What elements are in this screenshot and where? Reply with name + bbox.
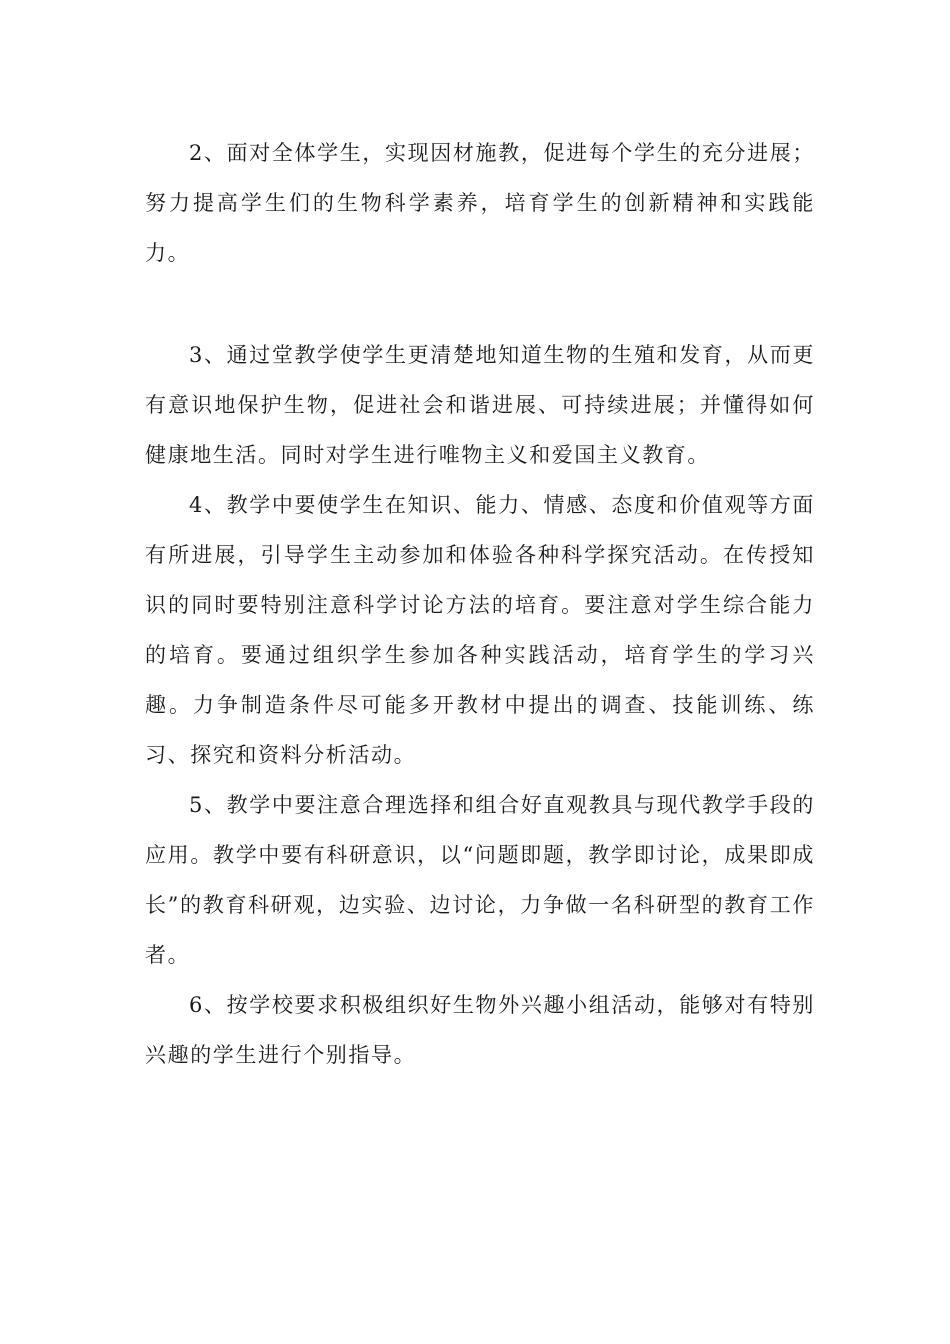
paragraph-item-6: 6、按学校要求积极组织好生物外兴趣小组活动，能够对有特别兴趣的学生进行个别指导。 xyxy=(145,993,815,1067)
paragraph-item-2: 2、面对全体学生，实现因材施教，促进每个学生的充分进展；努力提高学生们的生物科学素养，培育学生的创新精神和实践能力。 xyxy=(145,141,815,265)
paragraph-item-3: 3、通过堂教学使学生更清楚地知道生物的生殖和发育，从而更有意识地保护生物，促进社会和谐进展、可持续进展；并懂得如何健康地生活。同时对学生进行唯物主义和爱国主义教育。 xyxy=(145,343,815,467)
document-body xyxy=(145,128,815,1080)
paragraph-item-5: 5、教学中要注意合理选择和组合好直观教具与现代教学手段的应用。教学中要有科研意识，以“问题即题，教学即讨论，成果即成长”的教育科研观，边实验、边讨论，力争做一名科研型的教育工作者。 xyxy=(145,793,815,967)
paragraph-item-4: 4、教学中要使学生在知识、能力、情感、态度和价值观等方面有所进展，引导学生主动参加和体验各种科学探究活动。在传授知识的同时要特别注意科学讨论方法的培育。要注意对学生综合能力的培育。要通过组织学生参加各种实践活动，培育学生的学习兴趣。力争制造条件尽可能多开教材中提出的调查、技能训练、练习、探究和资料分析活动。 xyxy=(145,493,815,767)
